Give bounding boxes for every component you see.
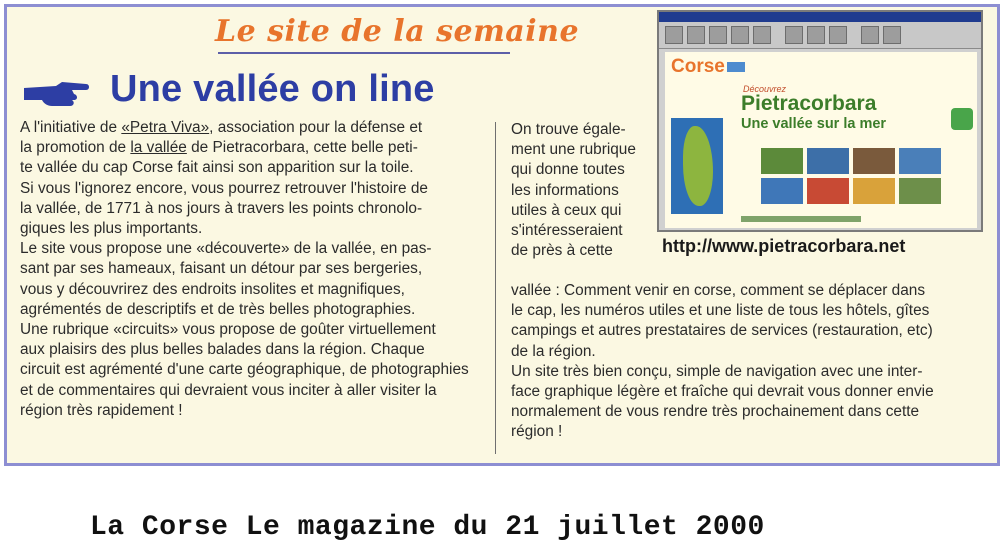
text-line: te vallée du cap Corse fait ainsi son apparition sur la toile. <box>20 159 414 177</box>
right-column-narrow <box>511 120 651 261</box>
website-screenshot <box>657 10 983 232</box>
text-line: agrémentés de descriptifs et de très belles photographies. <box>20 300 416 318</box>
text-line: la vallée, de 1771 à nos jours à travers les points chronolo- <box>20 199 423 217</box>
refresh-icon <box>731 26 749 44</box>
mail-icon <box>861 26 879 44</box>
text-line: face graphique légère et fraîche qui devrait vous donner envie <box>511 383 934 401</box>
text-line: Une rubrique «circuits» vous propose de goûter virtuellement <box>20 321 436 339</box>
text-line <box>20 118 490 138</box>
text-line: aux plaisirs des plus belles balades dans la région. Chaque <box>20 341 425 359</box>
leaf-icon <box>951 108 973 130</box>
text-line: Un site très bien conçu, simple de navigation avec une inter- <box>511 362 923 380</box>
site-subtitle: Une vallée sur la mer <box>741 116 887 132</box>
text-line: qui donne toutes <box>511 161 625 179</box>
text-line: utiles à ceux qui <box>511 201 622 219</box>
photo-thumbnail <box>761 148 803 174</box>
search-icon <box>785 26 803 44</box>
text-line: le cap, les numéros utiles et une liste de tous les hôtels, gîtes <box>511 302 930 320</box>
vallee-link: la vallée <box>130 139 187 157</box>
petra-viva-link: «Petra Viva» <box>121 119 210 136</box>
text-line: sant par ses hameaux, faisant un détour par ses bergeries, <box>20 260 423 278</box>
photo-thumbnail <box>761 178 803 204</box>
back-icon <box>665 26 683 44</box>
island-shape <box>683 126 713 206</box>
print-icon <box>883 26 901 44</box>
text-line: s'intéresseraient <box>511 222 623 240</box>
website-page <box>665 52 977 228</box>
text-line: de près à cette <box>511 242 613 260</box>
photo-thumbnail <box>899 148 941 174</box>
photo-thumbnail <box>899 178 941 204</box>
text-line: On trouve égale- <box>511 121 626 138</box>
kicker-underline <box>218 52 510 54</box>
favorites-icon <box>807 26 825 44</box>
site-tagline: Découvrez <box>743 84 787 94</box>
site-title: Pietracorbara <box>741 92 877 115</box>
text-line: vous y découvrirez des endroits insolites et magnifiques, <box>20 280 405 298</box>
history-icon <box>829 26 847 44</box>
pointing-hand-icon <box>22 78 92 110</box>
text-line: circuit est agrémenté d'une carte géographique, de photographies <box>20 361 469 379</box>
right-column-wide <box>511 281 979 443</box>
text-line: Si vous l'ignorez encore, vous pourrez retrouver l'histoire de <box>20 179 428 197</box>
text-fragment: la promotion de <box>20 139 131 157</box>
forward-icon <box>687 26 705 44</box>
text-line: ment une rubrique <box>511 141 636 159</box>
article-headline: Une vallée on line <box>110 68 435 110</box>
source-caption: La Corse Le magazine du 21 juillet 2000 <box>90 512 765 543</box>
site-footer-bar <box>741 216 861 222</box>
photo-thumbnail <box>853 178 895 204</box>
photo-thumbnail <box>807 148 849 174</box>
left-column <box>20 118 490 421</box>
text-line: région ! <box>511 423 563 441</box>
text-fragment: , association pour la défense et <box>209 119 423 136</box>
browser-toolbar <box>659 22 981 49</box>
text-line: Le site vous propose une «découverte» de la vallée, en pas- <box>20 240 432 258</box>
column-divider <box>495 122 496 454</box>
text-line <box>20 138 490 158</box>
home-icon <box>753 26 771 44</box>
text-line: de la région. <box>511 342 596 360</box>
site-url: http://www.pietracorbara.net <box>662 236 906 256</box>
browser-titlebar <box>659 12 981 22</box>
site-logo: Corse <box>671 56 725 77</box>
text-line: normalement de vous rendre très prochainement dans cette <box>511 403 920 421</box>
stop-icon <box>709 26 727 44</box>
text-line: vallée : Comment venir en corse, comment se déplacer dans <box>511 282 926 299</box>
photo-thumbnail <box>807 178 849 204</box>
text-line: campings et autres prestataires de services (restauration, etc) <box>511 322 933 340</box>
corsica-map-image <box>671 118 723 214</box>
text-fragment: de Pietracorbara, cette belle peti- <box>186 139 418 157</box>
text-line: giques les plus importants. <box>20 220 203 238</box>
text-fragment: A l'initiative de <box>20 119 122 136</box>
logo-flag-icon <box>727 62 745 72</box>
text-line: et de commentaires qui devraient vous inciter à aller visiter la <box>20 381 437 399</box>
text-line: les informations <box>511 181 619 199</box>
photo-thumbnail <box>853 148 895 174</box>
text-line: région très rapidement ! <box>20 401 183 419</box>
section-kicker: Le site de la semaine <box>215 14 580 49</box>
